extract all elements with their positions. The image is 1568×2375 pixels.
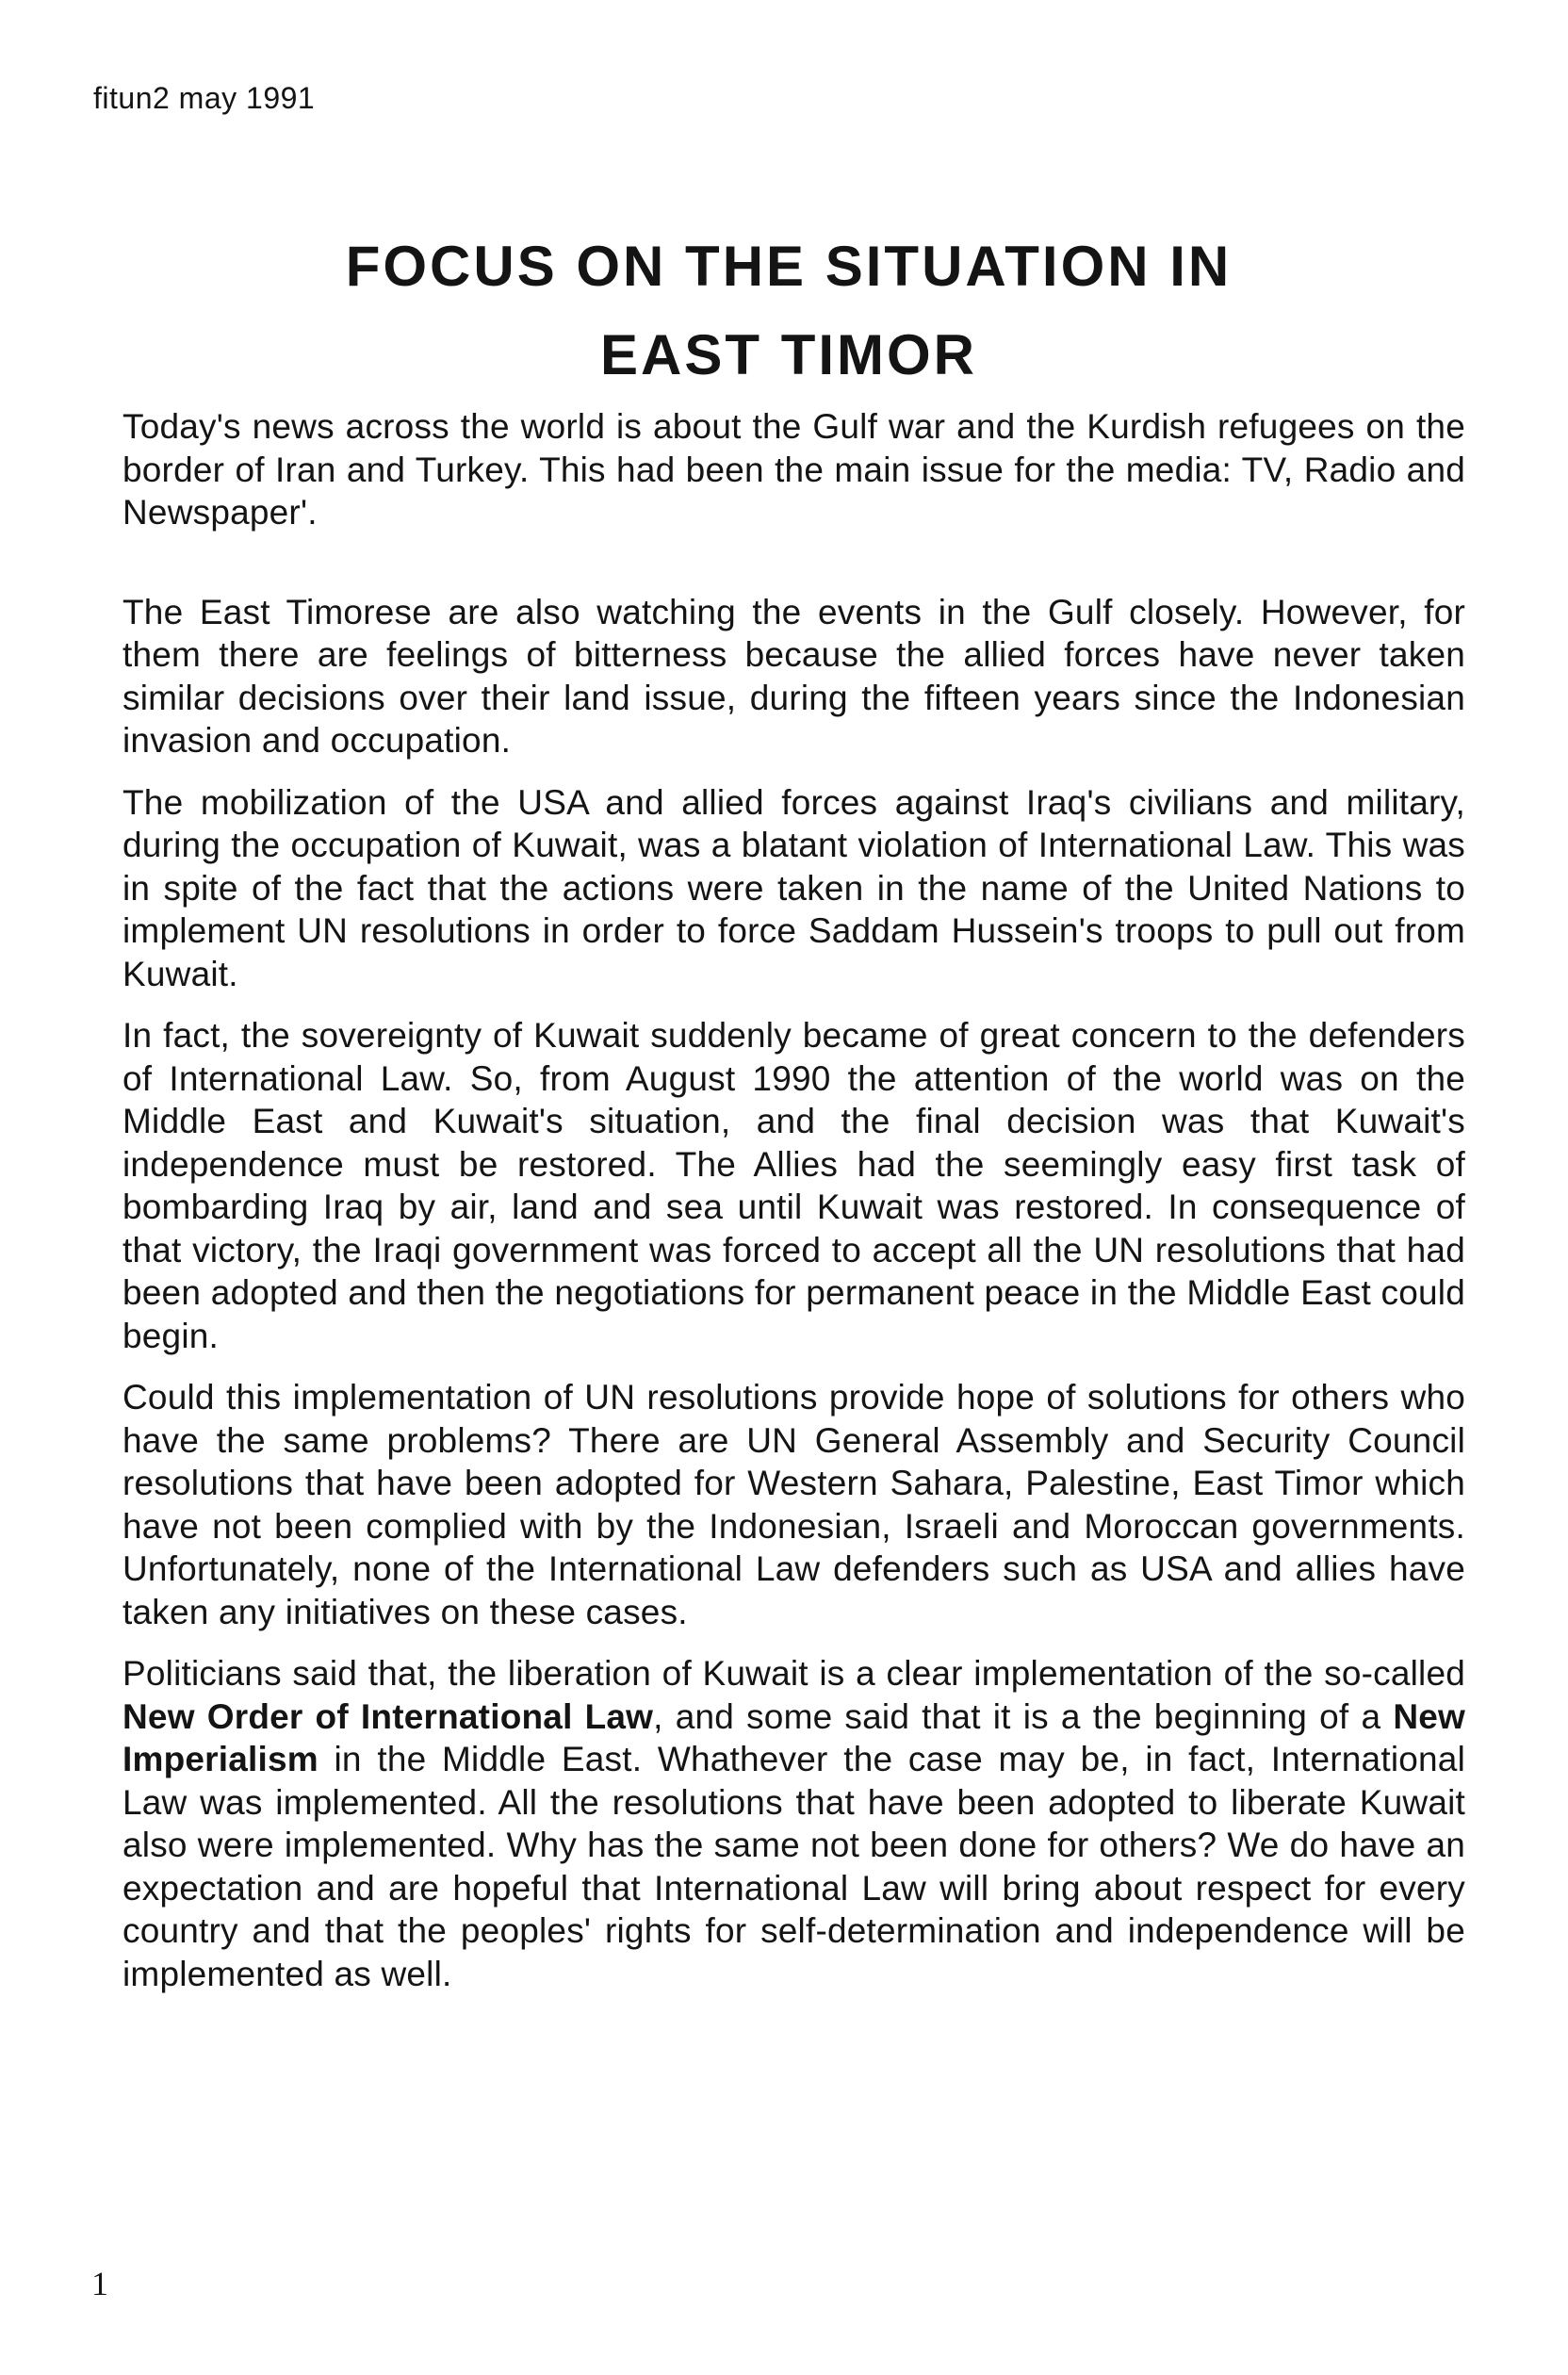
paragraph-4: In fact, the sovereignty of Kuwait suddenly became of great concern to the defenders of International Law. So, from August 1990 the attention of the world was on the Middle East and Kuwait's situation, and the final decision was that Kuwait's independence must be restored. The Allies had the seemingly easy first task of bombarding Iraq by air, land and sea until Kuwait was restored. In consequence of that victory, the Iraqi government was forced to accept all the UN resolutions that had been adopted and then the negotiations for permanent peace in the Middle East could begin.: [122, 1016, 1465, 1355]
header-tag: fitun2 may 1991: [93, 81, 316, 115]
paragraph-3: The mobilization of the USA and allied forces against Iraq's civilians and military, during the occupation of Kuwait, was a blatant violation of International Law. This was in spite of the fact that the actions were taken in the name of the United Nations to implement UN resolutions in order to force Saddam Hussein's troops to pull out from Kuwait.: [122, 782, 1465, 993]
title-line-1: FOCUS ON THE SITUATION IN: [345, 235, 1233, 298]
paragraph-6-part-2: , and some said that it is a the beginning of a: [653, 1696, 1394, 1736]
paragraph-6-part-1: Politicians said that, the liberation of Kuwait is a clear implementation of the so-called: [122, 1654, 1465, 1693]
bold-phrase-new-order: New Order of International Law: [122, 1696, 654, 1736]
page-number: 1: [91, 2265, 108, 2302]
paragraph-6-part-3: in the Middle East. Whathever the case may be, in fact, International Law was implemented. All the resolutions that have been adopted to liberate Kuwait also were implemented. Why has the same not been done for others? We do have an expectation and are hopeful that International Law will bring about respect for every country and that the peoples' rights for self-determination and independence will be implemented as well.: [122, 1740, 1465, 1993]
paragraph-1: Today's news across the world is about the Gulf war and the Kurdish refugees on the border of Iran and Turkey. This had been the main issue for the media: TV, Radio and Newspaper'.: [122, 407, 1465, 532]
page-title: [0, 222, 1568, 400]
article-body: [122, 405, 1465, 1995]
title-line-2: EAST TIMOR: [600, 323, 977, 386]
paragraph-6: [122, 1652, 1465, 1995]
bold-phrase-new-imperialism: New Imperialism: [122, 1696, 1465, 1778]
paragraph-5: Could this implementation of UN resolutions provide hope of solutions for others who have the same problems? There are UN General Assembly and Security Council resolutions that have been adopted for Western Sahara, Palestine, East Timor which have not been complied with by the Indonesian, Israeli and Moroccan governments. Unfortunately, none of the International Law defenders such as USA and allies have taken any initiatives on these cases.: [122, 1378, 1465, 1631]
paragraph-2: The East Timorese are also watching the events in the Gulf closely. However, for them there are feelings of bitterness because the allied forces have never taken similar decisions over their land issue, during the fifteen years since the Indonesian invasion and occupation.: [122, 592, 1465, 760]
